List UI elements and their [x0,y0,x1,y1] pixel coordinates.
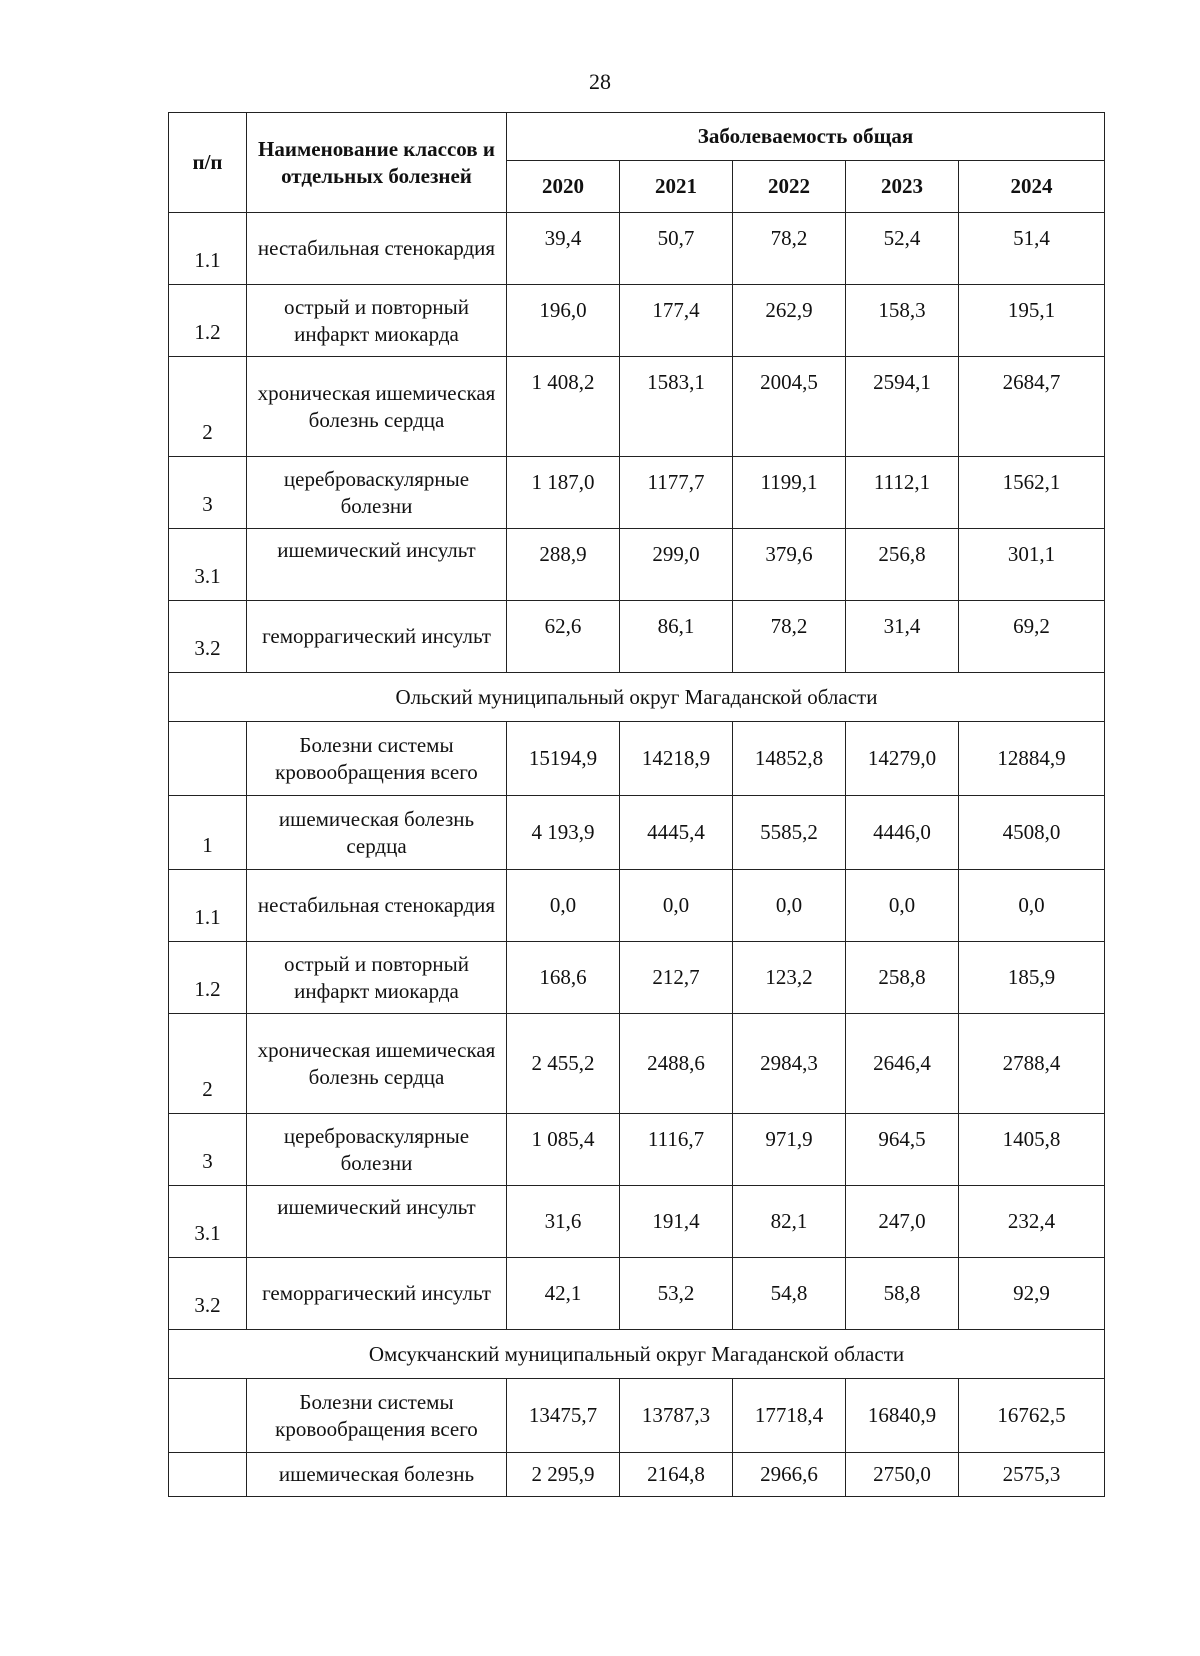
value-cell: 14279,0 [846,722,959,796]
disease-name: хроническая ишемическая болезнь сердца [247,1014,507,1114]
value-cell: 1116,7 [620,1114,733,1186]
value-cell: 2750,0 [846,1453,959,1497]
header-year: 2021 [620,161,733,213]
value-cell: 53,2 [620,1258,733,1330]
value-cell: 78,2 [733,213,846,285]
value-cell: 195,1 [959,285,1105,357]
value-cell: 0,0 [507,870,620,942]
header-pp: п/п [169,113,247,213]
disease-name: цереброваскулярные болезни [247,1114,507,1186]
value-cell: 258,8 [846,942,959,1014]
table-row [169,529,1105,601]
disease-name: ишемический инсульт [247,529,507,601]
value-cell: 39,4 [507,213,620,285]
value-cell: 62,6 [507,601,620,673]
value-cell: 2646,4 [846,1014,959,1114]
table-row [169,601,1105,673]
value-cell: 1405,8 [959,1114,1105,1186]
value-cell: 196,0 [507,285,620,357]
disease-name: ишемический инсульт [247,1186,507,1258]
region-row [169,1330,1105,1379]
value-cell: 16840,9 [846,1379,959,1453]
disease-name: ишемическая болезнь [247,1453,507,1497]
value-cell: 177,4 [620,285,733,357]
value-cell: 58,8 [846,1258,959,1330]
value-cell: 1112,1 [846,457,959,529]
value-cell: 2984,3 [733,1014,846,1114]
value-cell: 123,2 [733,942,846,1014]
value-cell: 2684,7 [959,357,1105,457]
region-title: Омсукчанский муниципальный округ Магаданской области [169,1330,1105,1379]
value-cell: 17718,4 [733,1379,846,1453]
header-name: Наименование классов и отдельных болезней [247,113,507,213]
value-cell: 5585,2 [733,796,846,870]
value-cell: 158,3 [846,285,959,357]
value-cell: 4508,0 [959,796,1105,870]
header-group: Заболеваемость общая [507,113,1105,161]
value-cell: 212,7 [620,942,733,1014]
value-cell: 247,0 [846,1186,959,1258]
row-number: 3.1 [169,1186,247,1258]
table-row [169,1186,1105,1258]
value-cell: 15194,9 [507,722,620,796]
disease-name: геморрагический инсульт [247,1258,507,1330]
header-year: 2022 [733,161,846,213]
value-cell: 13475,7 [507,1379,620,1453]
value-cell: 2164,8 [620,1453,733,1497]
value-cell: 2004,5 [733,357,846,457]
table-row [169,1258,1105,1330]
table-row [169,796,1105,870]
value-cell: 288,9 [507,529,620,601]
table-body [169,213,1105,1497]
value-cell: 78,2 [733,601,846,673]
table-row [169,1453,1105,1497]
value-cell: 69,2 [959,601,1105,673]
row-number: 1.2 [169,285,247,357]
value-cell: 4446,0 [846,796,959,870]
value-cell: 379,6 [733,529,846,601]
disease-name: острый и повторный инфаркт миокарда [247,285,507,357]
value-cell: 0,0 [733,870,846,942]
value-cell: 2488,6 [620,1014,733,1114]
value-cell: 52,4 [846,213,959,285]
value-cell: 256,8 [846,529,959,601]
value-cell: 299,0 [620,529,733,601]
morbidity-table [168,112,1105,1497]
row-number [169,1453,247,1497]
value-cell: 2594,1 [846,357,959,457]
value-cell: 31,4 [846,601,959,673]
table-row [169,722,1105,796]
value-cell: 301,1 [959,529,1105,601]
value-cell: 14852,8 [733,722,846,796]
disease-name: ишемическая болезнь сердца [247,796,507,870]
row-number: 2 [169,357,247,457]
disease-name: нестабильная стенокардия [247,213,507,285]
value-cell: 31,6 [507,1186,620,1258]
disease-name: острый и повторный инфаркт миокарда [247,942,507,1014]
table-row [169,942,1105,1014]
region-title: Ольский муниципальный округ Магаданской области [169,673,1105,722]
value-cell: 185,9 [959,942,1105,1014]
value-cell: 1177,7 [620,457,733,529]
region-row [169,673,1105,722]
value-cell: 0,0 [620,870,733,942]
value-cell: 168,6 [507,942,620,1014]
value-cell: 0,0 [846,870,959,942]
header-year: 2024 [959,161,1105,213]
disease-name: хроническая ишемическая болезнь сердца [247,357,507,457]
value-cell: 82,1 [733,1186,846,1258]
table-header [169,113,1105,213]
value-cell: 13787,3 [620,1379,733,1453]
row-number: 3 [169,1114,247,1186]
row-number: 2 [169,1014,247,1114]
disease-name: нестабильная стенокардия [247,870,507,942]
disease-name: цереброваскулярные болезни [247,457,507,529]
value-cell: 51,4 [959,213,1105,285]
value-cell: 2966,6 [733,1453,846,1497]
value-cell: 4 193,9 [507,796,620,870]
value-cell: 4445,4 [620,796,733,870]
table-row [169,213,1105,285]
row-number: 1.1 [169,870,247,942]
value-cell: 1 408,2 [507,357,620,457]
row-number: 1 [169,796,247,870]
table-row [169,1014,1105,1114]
value-cell: 2 455,2 [507,1014,620,1114]
page-number: 28 [589,69,611,94]
value-cell: 16762,5 [959,1379,1105,1453]
row-number: 3.2 [169,1258,247,1330]
value-cell: 232,4 [959,1186,1105,1258]
header-year: 2023 [846,161,959,213]
row-number: 1.2 [169,942,247,1014]
value-cell: 2575,3 [959,1453,1105,1497]
table-row [169,285,1105,357]
disease-name: Болезни системы кровообращения всего [247,722,507,796]
value-cell: 262,9 [733,285,846,357]
table-row [169,1379,1105,1453]
table-row [169,870,1105,942]
header-year: 2020 [507,161,620,213]
value-cell: 86,1 [620,601,733,673]
row-number [169,722,247,796]
value-cell: 1583,1 [620,357,733,457]
value-cell: 964,5 [846,1114,959,1186]
value-cell: 1 187,0 [507,457,620,529]
disease-name: геморрагический инсульт [247,601,507,673]
value-cell: 12884,9 [959,722,1105,796]
value-cell: 2 295,9 [507,1453,620,1497]
row-number: 3.2 [169,601,247,673]
value-cell: 1199,1 [733,457,846,529]
value-cell: 2788,4 [959,1014,1105,1114]
table-row [169,457,1105,529]
value-cell: 14218,9 [620,722,733,796]
value-cell: 42,1 [507,1258,620,1330]
value-cell: 50,7 [620,213,733,285]
value-cell: 1562,1 [959,457,1105,529]
row-number: 3.1 [169,529,247,601]
value-cell: 0,0 [959,870,1105,942]
table-row [169,357,1105,457]
value-cell: 191,4 [620,1186,733,1258]
row-number [169,1379,247,1453]
value-cell: 971,9 [733,1114,846,1186]
value-cell: 54,8 [733,1258,846,1330]
value-cell: 1 085,4 [507,1114,620,1186]
disease-name: Болезни системы кровообращения всего [247,1379,507,1453]
row-number: 3 [169,457,247,529]
row-number: 1.1 [169,213,247,285]
table-row [169,1114,1105,1186]
value-cell: 92,9 [959,1258,1105,1330]
